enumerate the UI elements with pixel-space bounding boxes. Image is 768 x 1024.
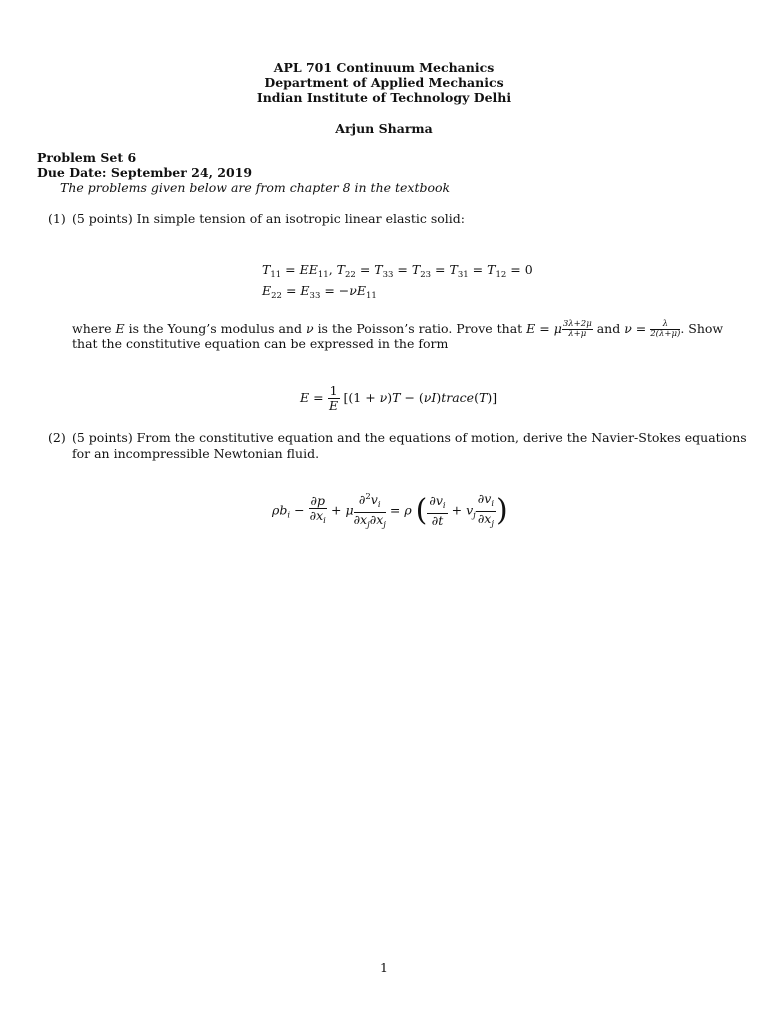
and-text: and	[596, 321, 621, 336]
problem-2-statement: (5 points) From the constitutive equation and the equations of motion, derive the Navier-Stokes equations	[72, 430, 747, 445]
problem-2-number: (2)	[48, 430, 66, 445]
constitutive-continuation: that the constitutive equation can be expressed in the form	[72, 336, 449, 351]
due-date: Due Date: September 24, 2019	[37, 165, 253, 180]
one-over-e-fraction: $\frac{1}{E}$	[328, 383, 339, 413]
prove-text-where: where	[72, 321, 112, 336]
youngs-modulus-fraction: $\frac{3\lambda+2\mu}{\lambda+\mu}$	[562, 319, 592, 339]
time-derivative-fraction: $\frac{\partial v_i}{\partial t}$	[429, 493, 446, 528]
page-number: 1	[380, 960, 388, 975]
left-paren: (	[415, 493, 428, 528]
strain-equation: $E_{22} = E_{33} = -\nu E_{11}$	[262, 283, 377, 301]
problem-1-statement: (5 points) In simple tension of an isotropic linear elastic solid:	[72, 211, 465, 226]
department-name: Department of Applied Mechanics	[264, 75, 504, 90]
prove-text-poisson: is the Poisson’s ratio. Prove that	[317, 321, 523, 336]
institute-name: Indian Institute of Technology Delhi	[256, 90, 512, 105]
prove-text-young: is the Young’s modulus and	[128, 321, 302, 336]
textbook-note: The problems given below are from chapter 8 in the textbook	[60, 180, 451, 195]
prove-statement: where E is the Young’s modulus and ν is the Poisson’s ratio. Prove that E = μ $\frac{3\lambda+2\mu}{\lambda+\mu}$ and ν = $\frac{\lambda}{2(\lambda+\mu)}$ . Show	[72, 319, 724, 339]
right-paren: )	[496, 493, 508, 528]
viscous-term-fraction: $\frac{\partial^2v_i}{\partial x_j\partial x_j}$	[353, 492, 386, 530]
course-title: APL 701 Continuum Mechanics	[273, 60, 495, 75]
convective-term-fraction: $\frac{\partial v_i}{\partial x_j}$	[477, 490, 495, 529]
problem-set-label: Problem Set 6	[37, 150, 137, 165]
problem-2-continuation: for an incompressible Newtonian fluid.	[72, 446, 320, 461]
poisson-ratio-fraction: $\frac{\lambda}{2(\lambda+\mu)}$	[650, 319, 681, 339]
constitutive-equation: E = $\frac{1}{E}$ [(1 + ν)T − (νI)trace(T)]	[300, 383, 498, 413]
problem-1-number: (1)	[48, 211, 66, 226]
pressure-gradient-fraction: $\frac{\partial p}{\partial x_i}$	[309, 493, 326, 526]
show-text: . Show	[680, 321, 724, 336]
stress-equation: $T_{11} = EE_{11}$, $T_{22} = T_{33} = T_{23} = T_{31} = T_{12} = 0$	[262, 262, 533, 280]
navier-stokes-equation: $\rho b_i$ − $\frac{\partial p}{\partial x_i}$ + μ $\frac{\partial^2v_i}{\partial x_j\partial x_j}$ = ρ ( $\frac{\partial v_i}{\partial t}$ + $v_j$ $\frac{\partial v_i}{\partial x_j}$ )	[272, 490, 508, 530]
author-name: Arjun Sharma	[335, 121, 433, 136]
